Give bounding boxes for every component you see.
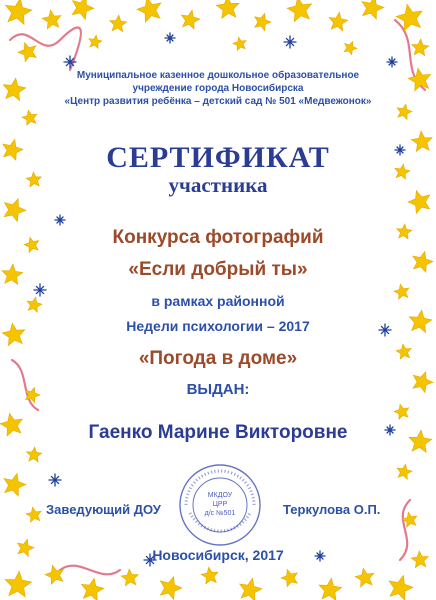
stamp-text-3: д/с №501 [204,510,236,517]
recipient-name: Гаенко Марине Викторовне [88,422,348,443]
official-stamp [178,463,262,547]
star-icon [181,10,200,29]
star-icon [110,15,127,32]
sparkle-icon [387,57,397,67]
star-icon [240,578,262,600]
star-icon [255,13,271,30]
contest-line-4: Недели психологии – 2017 [126,318,310,334]
signature-position: Заведующий ДОУ [46,502,161,517]
signature-name: Теркулова О.П. [283,502,381,517]
star-icon [329,12,348,31]
star-icon [6,0,32,25]
star-icon [394,404,409,419]
star-icon [5,571,32,597]
star-icon [412,39,429,56]
sparkle-icon [284,36,296,48]
stamp-text-1: МКДОУ [207,492,233,499]
star-icon [121,569,138,586]
contest-line-1: Конкурса фотографий [112,227,324,248]
star-icon [81,578,104,600]
certificate-title: СЕРТИФИКАТ [106,141,330,174]
star-icon [362,0,384,19]
star-icon [233,37,246,50]
star-icon [389,575,413,600]
sparkle-icon [55,215,65,225]
organization-line-1: Муниципальное казенное дошкольное образовательное [76,70,360,81]
sparkle-icon [165,33,175,43]
star-icon [72,0,94,19]
star-icon [396,4,422,31]
star-icon [160,577,182,600]
star-icon [397,464,412,479]
organization-line-2: учреждение города Новосибирска [132,83,304,94]
star-icon [42,10,61,29]
star-icon [27,447,42,462]
star-icon [137,0,161,22]
ribbon-curl [60,566,120,575]
star-icon [26,507,41,522]
contest-line-2: «Если добрый ты» [128,259,308,280]
contest-line-3: в рамках районной [151,293,285,309]
star-icon [89,35,102,48]
issued-label: ВЫДАН: [186,381,250,398]
star-icon [319,578,342,600]
star-icon [22,110,37,125]
sparkle-icon [49,474,61,486]
star-icon [201,567,218,584]
organization-line-3: «Центр развития ребёнка – детский сад № 501 «Медвежонок» [64,96,372,107]
certificate-subtitle: участника [168,173,268,197]
star-icon [4,199,26,222]
star-icon [281,569,297,586]
star-icon [355,568,374,587]
contest-line-5: «Погода в доме» [138,348,298,369]
star-icon [287,0,311,22]
star-icon [18,43,36,62]
star-icon [45,565,63,584]
footer-city-year: Новосибирск, 2017 [152,547,284,563]
stamp-text-2: ЦРР [212,501,228,508]
star-icon [216,0,239,18]
star-icon [344,42,357,55]
star-icon [4,473,26,496]
